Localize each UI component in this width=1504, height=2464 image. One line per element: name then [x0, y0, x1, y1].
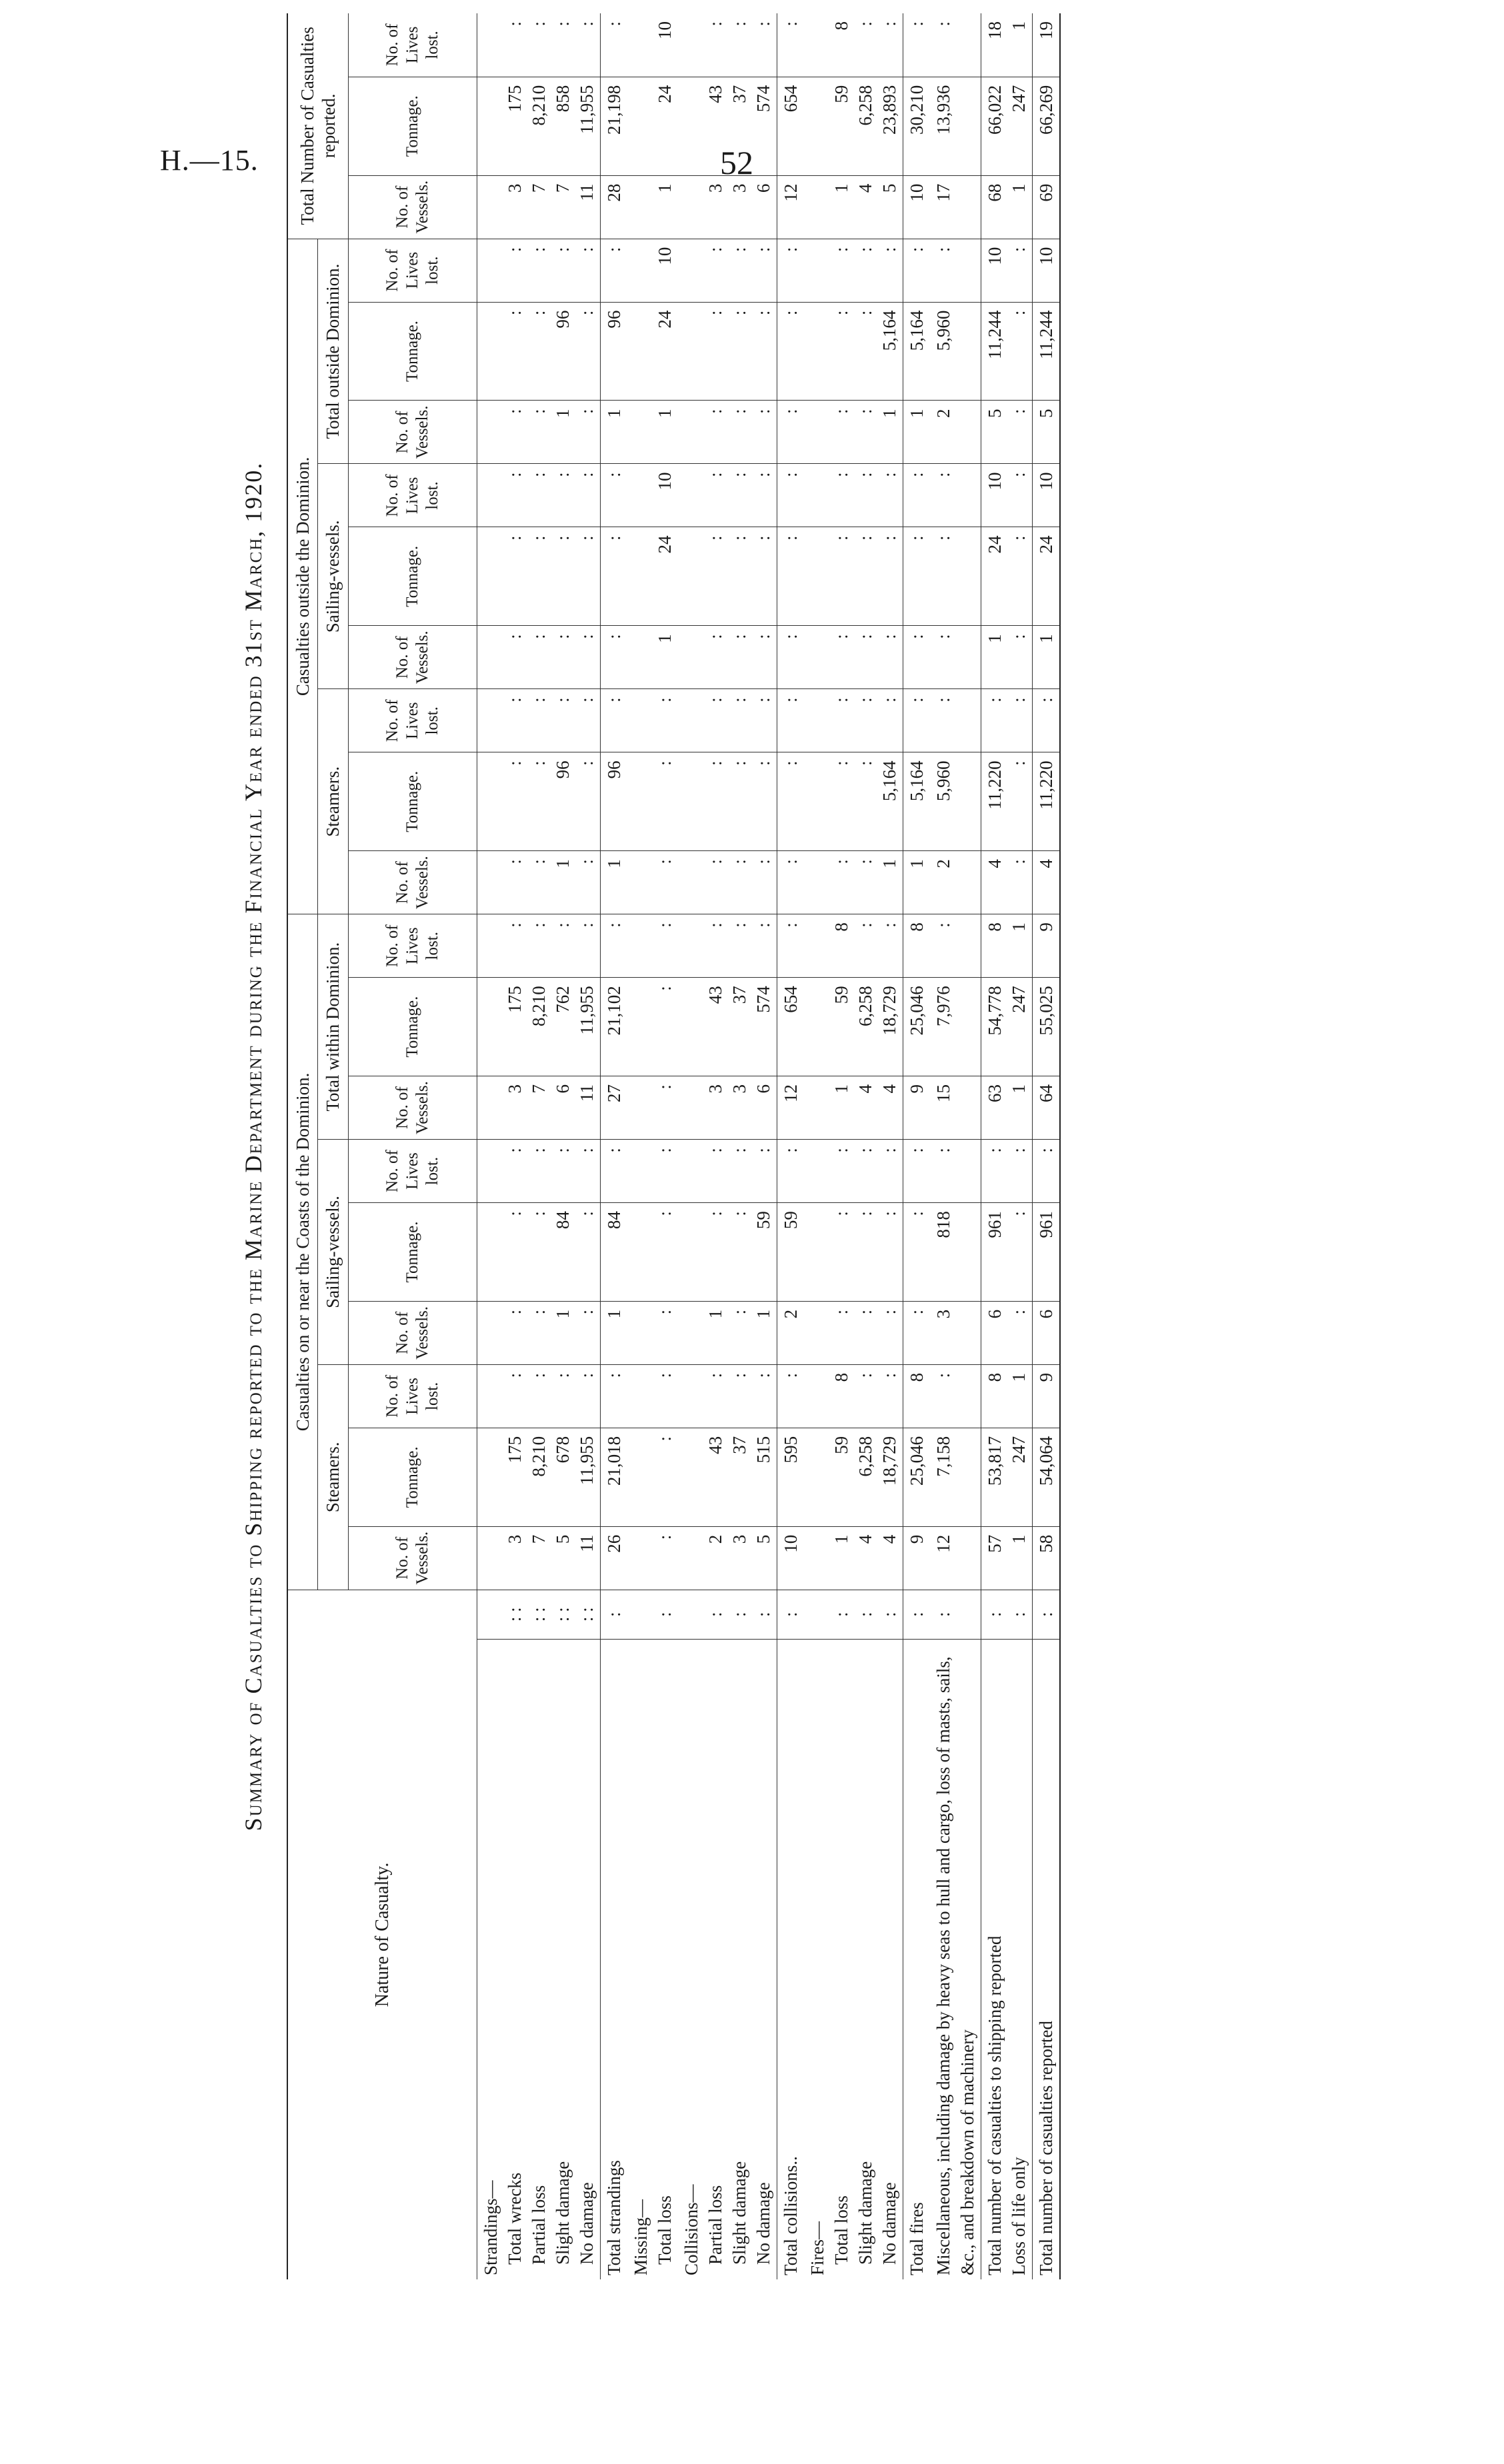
cell-lives: :: [627, 914, 678, 978]
cell-tonnage: 24: [627, 77, 678, 175]
casualty-nature-label: Total collisions..: [780, 2156, 801, 2275]
cell-vessels: : : 1: [804, 851, 903, 914]
casualty-nature-label: Slight damage: [552, 2161, 573, 2265]
casualty-nature-cell: [627, 1639, 678, 2279]
cell-tonnage: 961 :: [981, 1203, 1032, 1302]
cell-vessels: : : :: [804, 1301, 903, 1364]
leader-dots-cell: :: [930, 1590, 981, 1639]
cell-vessels: 12: [930, 1526, 981, 1590]
cell-vessels: 4 :: [981, 851, 1032, 914]
cell-vessels: 68 1: [981, 175, 1032, 239]
casualty-nature-cell: [777, 1639, 804, 2279]
cell-tonnage: 59 6,258 18,729: [804, 978, 903, 1076]
casualty-nature-cell: [804, 1639, 903, 2279]
cell-lives: :: [930, 239, 981, 302]
cell-tonnage: 7,158: [930, 1428, 981, 1526]
cell-tonnage: :: [777, 527, 804, 626]
cell-vessels: :: [903, 1301, 930, 1364]
col-tonnage: Tonnage.: [348, 978, 477, 1076]
casualty-nature-label: Partial loss: [528, 2185, 549, 2265]
cell-lives: :: [903, 13, 930, 77]
cell-lives: 10: [1032, 239, 1060, 302]
casualty-nature-label: Total wrecks: [504, 2172, 525, 2265]
cell-vessels: : : :: [678, 401, 777, 464]
cell-tonnage: 5,960: [930, 302, 981, 401]
col-lives: No. of Lives lost.: [348, 239, 477, 302]
cell-lives: 8: [903, 1364, 930, 1428]
cell-vessels: : : 1: [804, 401, 903, 464]
casualty-nature-cell: [903, 1639, 930, 2279]
cell-vessels: 6: [1032, 1301, 1060, 1364]
leader-dots-cell: :: [627, 1590, 678, 1639]
total-outside-header: Total outside Dominion.: [318, 239, 348, 464]
cell-vessels: 2 3 5: [678, 1526, 777, 1590]
cell-lives: : :: [981, 689, 1032, 752]
table-row: [804, 13, 903, 2279]
cell-lives: :: [777, 1364, 804, 1428]
cell-lives: 10: [627, 464, 678, 527]
casualty-summary-table: [287, 13, 1061, 2279]
cell-lives: : : :: [804, 239, 903, 302]
cell-lives: :: [1032, 1140, 1060, 1203]
cell-vessels: 3 3 6: [678, 1076, 777, 1140]
cell-lives: : : : :: [477, 914, 600, 978]
casualty-nature-label: Strandings—: [480, 2180, 501, 2275]
cell-lives: 8 : :: [804, 914, 903, 978]
col-lives: No. of Lives lost.: [348, 464, 477, 527]
col-tonnage: Tonnage.: [348, 77, 477, 175]
cell-tonnage: 818: [930, 1203, 981, 1302]
cell-tonnage: :: [627, 1428, 678, 1526]
cell-tonnage: 5,164: [903, 752, 930, 851]
cell-tonnage: 21,198: [600, 77, 627, 175]
cell-vessels: 5: [1032, 401, 1060, 464]
cell-vessels: :: [777, 851, 804, 914]
rotated-table-sheet: [220, 13, 1260, 2279]
cell-vessels: : : 1 :: [477, 1301, 600, 1364]
leader-dots-cell: :: [777, 1590, 804, 1639]
cell-lives: 8 1: [981, 1364, 1032, 1428]
group-total-header: Total Number of Casualties reported.: [287, 13, 348, 239]
cell-vessels: 1: [903, 851, 930, 914]
cell-vessels: 26: [600, 1526, 627, 1590]
cell-vessels: 1 :: [981, 626, 1032, 689]
cell-tonnage: 961: [1032, 1203, 1060, 1302]
cell-tonnage: 654: [777, 978, 804, 1076]
cell-lives: : : : :: [477, 1364, 600, 1428]
cell-tonnage: : : :: [678, 302, 777, 401]
cell-vessels: : : 1 :: [477, 851, 600, 914]
col-lives: No. of Lives lost.: [348, 689, 477, 752]
col-vessels: No. of Vessels.: [348, 851, 477, 914]
col-vessels: No. of Vessels.: [348, 175, 477, 239]
cell-tonnage: 11,220 :: [981, 752, 1032, 851]
cell-tonnage: 66,269: [1032, 77, 1060, 175]
cell-tonnage: 21,102: [600, 978, 627, 1076]
cell-tonnage: : : :: [804, 1203, 903, 1302]
cell-tonnage: : : 5,164: [804, 752, 903, 851]
cell-lives: :: [627, 1364, 678, 1428]
cell-tonnage: 55,025: [1032, 978, 1060, 1076]
cell-lives: 8 1: [981, 914, 1032, 978]
casualty-nature-label: Missing—: [630, 2199, 651, 2275]
cell-vessels: 64: [1032, 1076, 1060, 1140]
cell-tonnage: 11,244 :: [981, 302, 1032, 401]
cell-tonnage: 59: [777, 1203, 804, 1302]
cell-vessels: 1 4 4: [804, 1526, 903, 1590]
cell-tonnage: : : 59: [678, 1203, 777, 1302]
cell-tonnage: 654: [777, 77, 804, 175]
cell-lives: : : : :: [477, 464, 600, 527]
cell-vessels: :: [903, 626, 930, 689]
cell-tonnage: 25,046: [903, 978, 930, 1076]
casualty-nature-label: Partial loss: [705, 2185, 725, 2265]
cell-tonnage: : : 5,164: [804, 302, 903, 401]
cell-lives: 18 1: [981, 13, 1032, 77]
cell-lives: 10: [627, 239, 678, 302]
cell-vessels: 1 4 5: [804, 175, 903, 239]
cell-lives: :: [930, 914, 981, 978]
page-number: 52: [720, 144, 753, 181]
cell-vessels: : : :: [804, 626, 903, 689]
cell-lives: : : : :: [477, 1140, 600, 1203]
cell-vessels: 15: [930, 1076, 981, 1140]
group-outside-header: Casualties outside the Dominion.: [287, 239, 318, 914]
cell-lives: 10 :: [981, 464, 1032, 527]
cell-lives: :: [777, 1140, 804, 1203]
casualty-nature-label: Total strandings: [603, 2160, 624, 2275]
cell-vessels: :: [777, 626, 804, 689]
casualty-nature-label: Slight damage: [729, 2161, 749, 2265]
casualty-nature-label: Total fires: [906, 2202, 927, 2275]
cell-vessels: :: [627, 1301, 678, 1364]
casualty-nature-label: Collisions—: [681, 2184, 701, 2275]
cell-tonnage: :: [600, 527, 627, 626]
cell-lives: : : : :: [477, 13, 600, 77]
cell-tonnage: :: [777, 302, 804, 401]
cell-lives: 8: [903, 914, 930, 978]
cell-vessels: :: [600, 626, 627, 689]
cell-lives: : : :: [804, 464, 903, 527]
cell-lives: 9: [1032, 914, 1060, 978]
table-row: [981, 13, 1032, 2279]
col-vessels: No. of Vessels.: [348, 1076, 477, 1140]
cell-vessels: 1: [627, 401, 678, 464]
cell-tonnage: 25,046: [903, 1428, 930, 1526]
cell-vessels: 2: [777, 1301, 804, 1364]
cell-vessels: 3 7 5 11: [477, 1526, 600, 1590]
cell-vessels: 63 1: [981, 1076, 1032, 1140]
cell-tonnage: 24: [627, 302, 678, 401]
cell-vessels: 58: [1032, 1526, 1060, 1590]
total-within-header: Total within Dominion.: [318, 914, 348, 1140]
cell-lives: : :: [981, 1140, 1032, 1203]
cell-tonnage: : : :: [678, 527, 777, 626]
cell-tonnage: : : 96 :: [477, 302, 600, 401]
col-tonnage: Tonnage.: [348, 1203, 477, 1302]
cell-lives: :: [600, 914, 627, 978]
cell-lives: 9: [1032, 1364, 1060, 1428]
cell-vessels: 1: [600, 1301, 627, 1364]
cell-lives: :: [627, 689, 678, 752]
cell-lives: 10: [1032, 464, 1060, 527]
cell-tonnage: 13,936: [930, 77, 981, 175]
cell-lives: :: [777, 689, 804, 752]
cell-tonnage: 21,018: [600, 1428, 627, 1526]
cell-tonnage: 43 37 515: [678, 1428, 777, 1526]
cell-tonnage: 175 8,210 678 11,955: [477, 1428, 600, 1526]
cell-lives: :: [777, 13, 804, 77]
leader-dots-cell: : : :: [804, 1590, 903, 1639]
casualty-nature-label: Loss of life only: [1008, 2157, 1029, 2275]
cell-lives: : : :: [678, 1140, 777, 1203]
cell-vessels: 2: [930, 851, 981, 914]
leader-dots-cell: : : : : : : : :: [477, 1590, 600, 1639]
cell-lives: :: [600, 13, 627, 77]
cell-vessels: 1: [903, 401, 930, 464]
cell-tonnage: 96: [600, 302, 627, 401]
cell-vessels: 57 1: [981, 1526, 1032, 1590]
casualty-nature-label: No damage: [753, 2182, 773, 2265]
casualty-nature-label: Fires—: [807, 2221, 827, 2275]
cell-vessels: 1: [600, 851, 627, 914]
cell-tonnage: 24 :: [981, 527, 1032, 626]
cell-lives: 8 : :: [804, 1364, 903, 1428]
casualty-nature-label: Miscellaneous, including damage by heavy seas to hull and cargo, loss of masts, sails, &c., and breakdown of machinery: [933, 1656, 977, 2275]
col-lives: No. of Lives lost.: [348, 13, 477, 77]
cell-tonnage: 66,022 247: [981, 77, 1032, 175]
cell-tonnage: 175 8,210 858 11,955: [477, 77, 600, 175]
cell-lives: : : : :: [477, 689, 600, 752]
cell-vessels: :: [627, 1526, 678, 1590]
leader-dots-cell: : :: [981, 1590, 1032, 1639]
col-tonnage: Tonnage.: [348, 302, 477, 401]
table-row: [1032, 13, 1060, 2279]
casualty-nature-label: Slight damage: [855, 2161, 875, 2265]
cell-tonnage: : : 84 :: [477, 1203, 600, 1302]
cell-tonnage: :: [930, 527, 981, 626]
table-row: [477, 13, 600, 2279]
cell-lives: :: [600, 1140, 627, 1203]
cell-vessels: 1: [600, 401, 627, 464]
casualty-nature-label: No damage: [879, 2182, 899, 2265]
col-tonnage: Tonnage.: [348, 752, 477, 851]
cell-lives: : : :: [678, 464, 777, 527]
cell-lives: :: [930, 689, 981, 752]
cell-vessels: 12: [777, 175, 804, 239]
cell-lives: :: [903, 1140, 930, 1203]
outside-steamers-header: Steamers.: [318, 689, 348, 914]
cell-lives: :: [600, 689, 627, 752]
cell-tonnage: : : :: [678, 752, 777, 851]
cell-lives: :: [777, 464, 804, 527]
cell-vessels: 10: [777, 1526, 804, 1590]
cell-tonnage: 59 6,258 18,729: [804, 1428, 903, 1526]
nature-header: Nature of Casualty.: [287, 1590, 477, 2279]
cell-vessels: 1 4 4: [804, 1076, 903, 1140]
cell-lives: :: [903, 239, 930, 302]
col-vessels: No. of Vessels.: [348, 1301, 477, 1364]
cell-tonnage: 54,064: [1032, 1428, 1060, 1526]
cell-lives: : : :: [804, 689, 903, 752]
cell-lives: :: [1032, 689, 1060, 752]
col-tonnage: Tonnage.: [348, 527, 477, 626]
cell-lives: : : : :: [477, 239, 600, 302]
cell-vessels: 3 7 6 11: [477, 1076, 600, 1140]
group-near-coast-header: Casualties on or near the Coasts of the Dominion.: [287, 914, 318, 1590]
cell-vessels: 4: [1032, 851, 1060, 914]
cell-vessels: : : :: [678, 626, 777, 689]
cell-lives: :: [600, 1364, 627, 1428]
cell-lives: :: [600, 239, 627, 302]
table-body: [477, 13, 1060, 2279]
cell-tonnage: 595: [777, 1428, 804, 1526]
cell-tonnage: 84: [600, 1203, 627, 1302]
cell-vessels: 5 :: [981, 401, 1032, 464]
cell-tonnage: : : 96 :: [477, 752, 600, 851]
casualty-nature-cell: [600, 1639, 627, 2279]
cell-tonnage: 30,210: [903, 77, 930, 175]
cell-lives: : : :: [804, 1140, 903, 1203]
cell-tonnage: 53,817 247: [981, 1428, 1032, 1526]
leader-dots-cell: :: [903, 1590, 930, 1639]
cell-vessels: 9: [903, 1076, 930, 1140]
cell-vessels: :: [627, 1076, 678, 1140]
casualty-nature-label: No damage: [576, 2182, 597, 2265]
cell-vessels: 10: [903, 175, 930, 239]
col-lives: No. of Lives lost.: [348, 914, 477, 978]
cell-tonnage: 24: [627, 527, 678, 626]
casualty-nature-label: Total loss: [831, 2195, 851, 2265]
cell-tonnage: 96: [600, 752, 627, 851]
cell-vessels: :: [627, 851, 678, 914]
cell-tonnage: 43 37 574: [678, 77, 777, 175]
table-row: [627, 13, 678, 2279]
col-vessels: No. of Vessels.: [348, 401, 477, 464]
cell-tonnage: :: [903, 527, 930, 626]
page-reference: H.—15.: [160, 144, 259, 177]
cell-vessels: 17: [930, 175, 981, 239]
casualty-nature-label: Total loss: [654, 2195, 675, 2265]
cell-lives: 10: [627, 13, 678, 77]
cell-vessels: 9: [903, 1526, 930, 1590]
table-title: Summary of Casualties to Shipping reported to the Marine Department during the Financial Year ended 31st March, 1920.: [240, 461, 267, 1832]
cell-tonnage: 7,976: [930, 978, 981, 1076]
col-tonnage: Tonnage.: [348, 1428, 477, 1526]
cell-tonnage: 54,778 247: [981, 978, 1032, 1076]
cell-lives: :: [903, 464, 930, 527]
col-vessels: No. of Vessels.: [348, 1526, 477, 1590]
table-row: [600, 13, 627, 2279]
cell-lives: :: [930, 1140, 981, 1203]
cell-lives: 10 :: [981, 239, 1032, 302]
cell-tonnage: :: [627, 1203, 678, 1302]
cell-vessels: 28: [600, 175, 627, 239]
cell-tonnage: 175 8,210 762 11,955: [477, 978, 600, 1076]
cell-lives: :: [903, 689, 930, 752]
table-row: [930, 13, 981, 2279]
cell-lives: : : :: [678, 239, 777, 302]
casualty-nature-label: Total number of casualties reported: [1035, 2021, 1056, 2275]
cell-vessels: :: [777, 401, 804, 464]
cell-tonnage: 5,960: [930, 752, 981, 851]
cell-tonnage: :: [777, 752, 804, 851]
cell-lives: : : :: [678, 914, 777, 978]
leader-dots-cell: : : :: [678, 1590, 777, 1639]
cell-lives: :: [777, 239, 804, 302]
cell-vessels: : : :: [678, 851, 777, 914]
cell-vessels: 1: [627, 175, 678, 239]
casualty-nature-cell: [477, 1639, 600, 2279]
cell-tonnage: : : : :: [477, 527, 600, 626]
cell-tonnage: 11,220: [1032, 752, 1060, 851]
cell-vessels: 6 :: [981, 1301, 1032, 1364]
table-row: [678, 13, 777, 2279]
cell-tonnage: :: [903, 1203, 930, 1302]
cell-tonnage: 5,164: [903, 302, 930, 401]
cell-lives: :: [930, 464, 981, 527]
cell-vessels: : : : :: [477, 626, 600, 689]
cell-lives: : : :: [678, 13, 777, 77]
cell-vessels: 3: [930, 1301, 981, 1364]
outside-sailing-header: Sailing-vessels.: [318, 464, 348, 689]
cell-lives: :: [930, 1364, 981, 1428]
cell-lives: :: [627, 1140, 678, 1203]
col-lives: No. of Lives lost.: [348, 1140, 477, 1203]
table-row: [777, 13, 804, 2279]
cell-tonnage: : : :: [804, 527, 903, 626]
cell-vessels: 69: [1032, 175, 1060, 239]
cell-vessels: 27: [600, 1076, 627, 1140]
cell-tonnage: 24: [1032, 527, 1060, 626]
cell-tonnage: :: [627, 978, 678, 1076]
casualty-nature-cell: [678, 1639, 777, 2279]
col-vessels: No. of Vessels.: [348, 626, 477, 689]
cell-vessels: 1: [627, 626, 678, 689]
casualty-nature-cell: [930, 1639, 981, 2279]
cell-lives: : : :: [678, 1364, 777, 1428]
table-row: [903, 13, 930, 2279]
cell-vessels: 3 3 6: [678, 175, 777, 239]
cell-lives: 8 : :: [804, 13, 903, 77]
leader-dots-cell: :: [1032, 1590, 1060, 1639]
near-sailing-header: Sailing-vessels.: [318, 1140, 348, 1365]
near-steamers-header: Steamers.: [318, 1364, 348, 1590]
cell-vessels: 3 7 7 11: [477, 175, 600, 239]
cell-vessels: 1: [1032, 626, 1060, 689]
cell-vessels: 2: [930, 401, 981, 464]
leader-dots-cell: :: [600, 1590, 627, 1639]
casualty-nature-cell: [981, 1639, 1032, 2279]
cell-lives: : : :: [678, 689, 777, 752]
cell-lives: :: [777, 914, 804, 978]
cell-lives: :: [930, 13, 981, 77]
cell-lives: 19: [1032, 13, 1060, 77]
cell-vessels: 1 : 1: [678, 1301, 777, 1364]
cell-tonnage: 59 6,258 23,893: [804, 77, 903, 175]
casualty-nature-label: Total number of casualties to shipping reported: [984, 1935, 1005, 2275]
casualty-nature-cell: [1032, 1639, 1060, 2279]
cell-tonnage: 43 37 574: [678, 978, 777, 1076]
cell-tonnage: :: [627, 752, 678, 851]
col-lives: No. of Lives lost.: [348, 1364, 477, 1428]
cell-vessels: :: [930, 626, 981, 689]
cell-vessels: : : 1 :: [477, 401, 600, 464]
cell-tonnage: 11,244: [1032, 302, 1060, 401]
cell-lives: :: [600, 464, 627, 527]
cell-vessels: 12: [777, 1076, 804, 1140]
